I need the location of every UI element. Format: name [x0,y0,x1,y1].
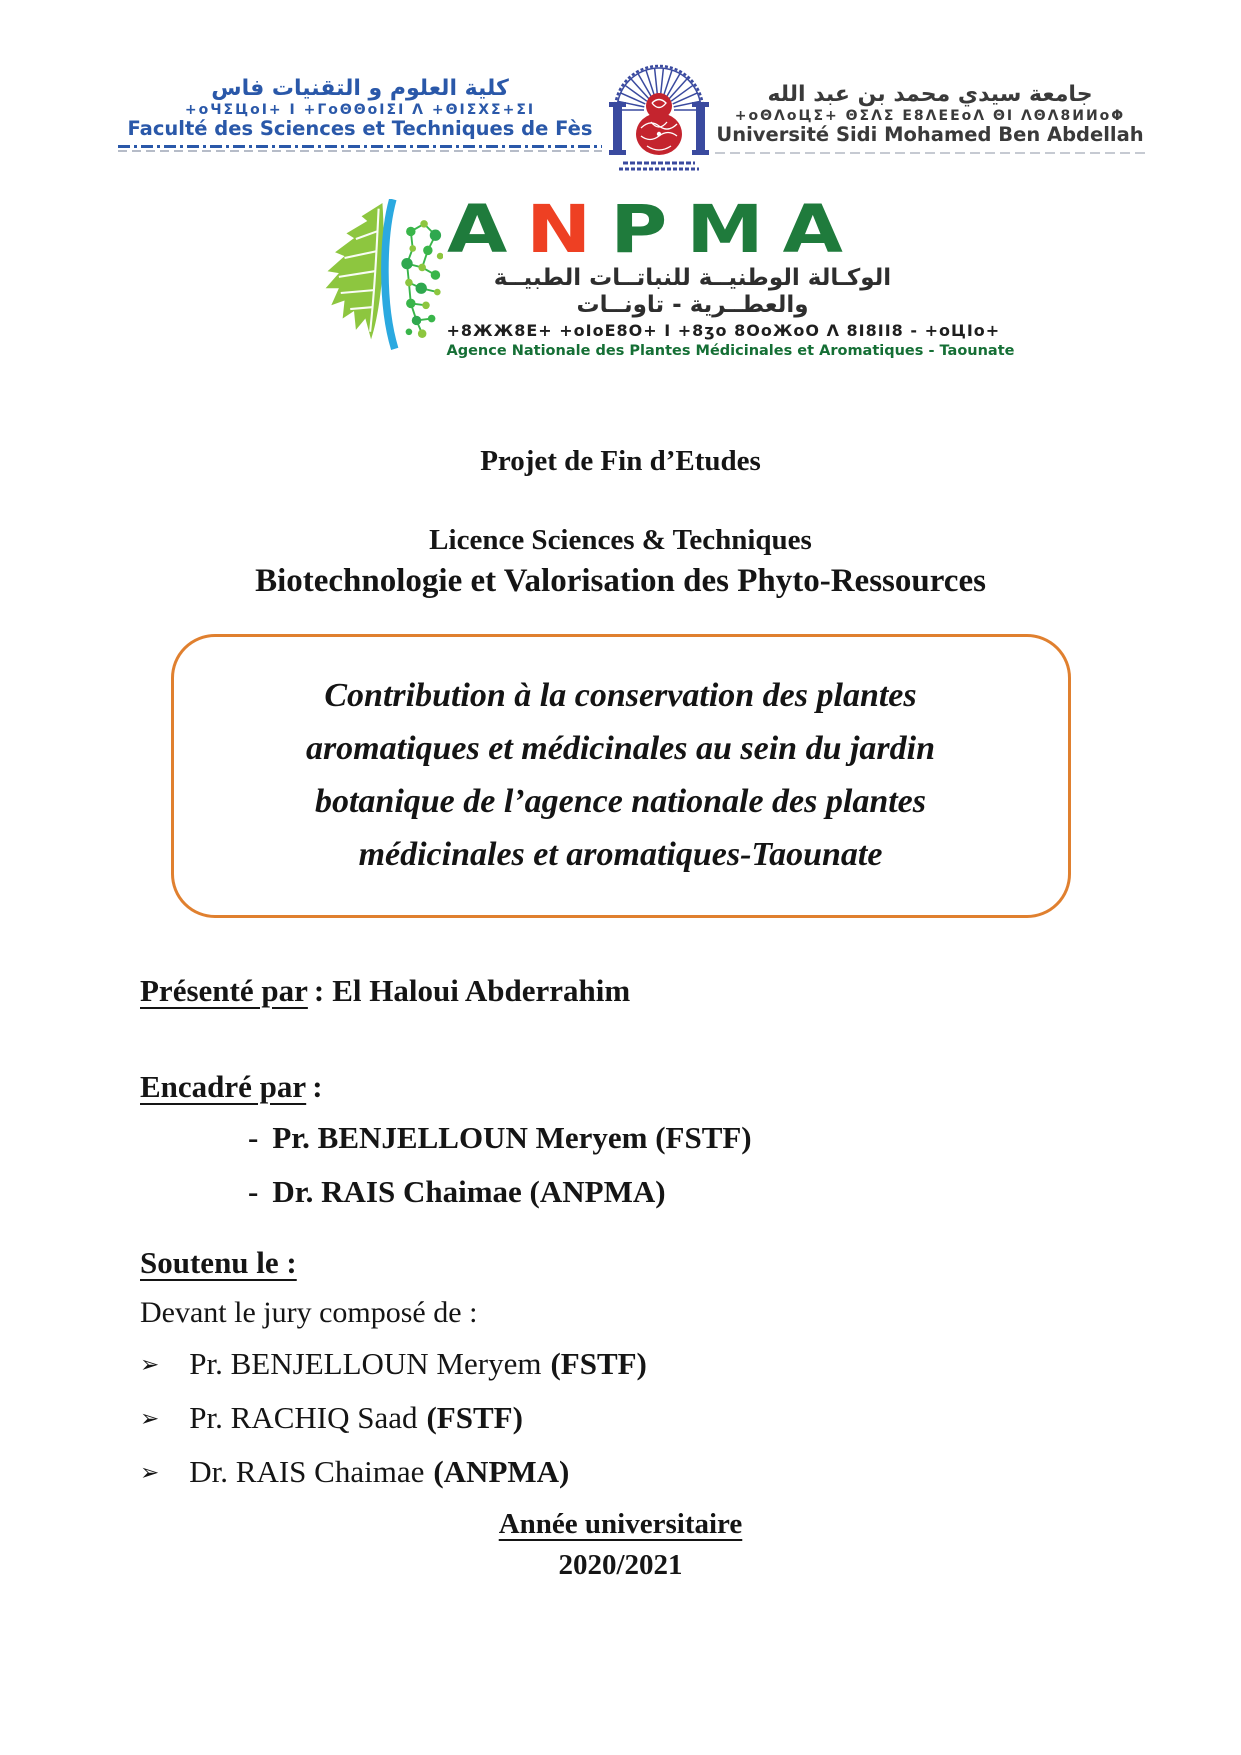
anpma-letter: A [782,191,862,268]
presented-by-row [140,970,1241,1012]
presented-by-separator: : [313,972,325,1008]
usmba-tifinagh-name: +oΘΛoЦΣ+ ΘΣΛΣ Ε8ΛΕΕoΛ ΘI ΛΘΛ8ИИoΦ [734,108,1126,125]
molecule-network-icon [401,220,443,338]
anpma-letter: N [525,191,610,268]
university-seal-icon [603,56,715,183]
anpma-letter: A [446,191,526,268]
supervisor-name: Dr. RAIS Chaimae (ANPMA) [272,1173,666,1209]
thesis-title-line: botanique de l’agence nationale des plantes [314,782,927,820]
usmba-arabic-name: جامعة سيدي محمد بن عبد الله [767,82,1093,107]
header [0,0,1241,183]
supervised-by-section [140,1066,1241,1216]
usmba-underline [715,152,1145,154]
usmba-logo [715,82,1145,154]
arrow-bullet-icon: ➢ [140,1351,160,1378]
thesis-title-line: aromatiques et médicinales au sein du jardin [305,729,936,767]
anpma-acronym [446,191,1028,268]
jury-member-row [140,1397,1241,1442]
project-heading: Projet de Fin d’Etudes [480,444,761,477]
arrow-bullet-icon: ➢ [140,1459,160,1486]
anpma-letter: P [609,191,686,268]
supervised-by-label: Encadré par [140,1068,307,1104]
author-name: El Haloui Abderrahim [332,972,631,1008]
leaf-icon [301,199,443,356]
jury-member-name: Dr. RAIS Chaimae [189,1453,425,1489]
anpma-french-name: Agence Nationale des Plantes Médicinales et Aromatiques - Taounate [446,342,1015,359]
thesis-title-line: Contribution à la conservation des plantes [324,676,917,714]
jury-member-affiliation: (FSTF) [550,1345,647,1381]
arrow-bullet-icon: ➢ [140,1405,160,1432]
defense-date-row [140,1242,1241,1284]
jury-member-affiliation: (FSTF) [426,1399,523,1435]
supervised-by-row [140,1066,1241,1108]
fst-logo [118,76,602,152]
thesis-title-line: médicinales et aromatiques-Taounate [358,835,883,873]
jury-member-name: Pr. RACHIQ Saad [189,1399,418,1435]
anpma-logo-text [446,191,1015,359]
jury-intro: Devant le jury composé de : [140,1295,478,1329]
supervised-by-separator: : [312,1068,323,1104]
fst-french-name: Faculté des Sciences et Techniques de Fès [127,117,593,141]
dash-bullet: - [248,1173,259,1209]
jury-member-row [140,1451,1241,1496]
supervisor-name: Pr. BENJELLOUN Meryem (FSTF) [272,1119,752,1155]
anpma-letter: M [685,191,783,268]
fst-underline [118,145,602,148]
defense-date-label: Soutenu le : [140,1244,297,1280]
degree-heading: Licence Sciences & Techniques [429,523,812,556]
anpma-tifinagh-name: +8ЖЖ8Ε+ +oIoΕ8Ο+ I +8ʒo 8ΟoЖoΟ Λ 8Ι8ΙΙ8 - +oЦIo+ [446,320,1001,340]
jury-member-name: Pr. BENJELLOUN Meryem [189,1345,542,1381]
usmba-french-name: Université Sidi Mohamed Ben Abdellah [716,123,1144,147]
presented-by-label: Présenté par [140,972,308,1008]
jury-member-affiliation: (ANPMA) [433,1453,570,1489]
defense-section [140,1242,1241,1496]
academic-year-value: 2020/2021 [558,1548,683,1581]
supervisor-item [248,1114,1241,1162]
thesis-title-box [171,634,1071,918]
supervisor-item [248,1168,1241,1216]
anpma-arabic-name: الوكـالة الوطنيــة للنباتــات الطبيــة والعطــرية - تاونــات [493,264,892,319]
fst-arabic-name: كلية العلوم و التقنيات فاس [211,76,509,101]
fst-underline-shadow [118,150,602,152]
jury-member-row [140,1343,1241,1388]
program-heading: Biotechnologie et Valorisation des Phyto-Ressources [255,562,986,599]
academic-year-label: Année universitaire [498,1507,743,1540]
dash-bullet: - [248,1119,259,1155]
fst-tifinagh-name: +oЧΣЦoI+ I +ΓoΘΘoIΣI Λ +ΘIΣΧΣ+ΣI [184,102,536,119]
anpma-logo [301,191,1015,359]
